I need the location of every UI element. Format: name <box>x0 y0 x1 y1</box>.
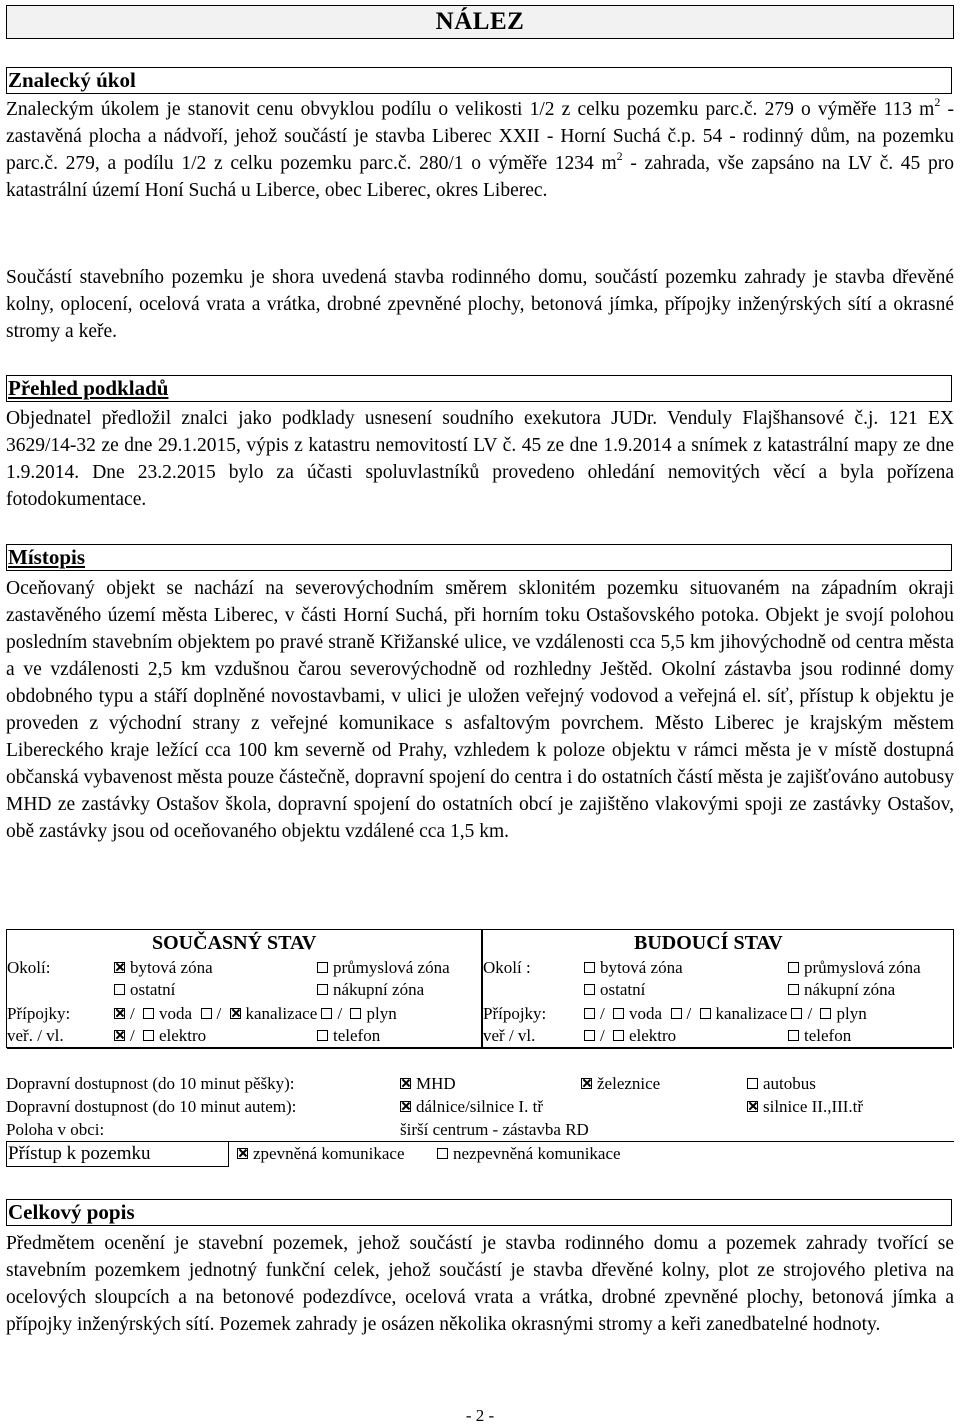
ukol-text-b: - zastavěná plocha a nádvoří, jehož součástí je stavba Liberec XXII - Horní Suchá č.p. 54 - rodinný dům, na pozemku parc.č. 279, a podílu 1/2 z celku pozemku parc.č. 280/1 o výměře 1234 m <box>6 99 955 174</box>
okoli-bytova <box>114 958 213 978</box>
slash: / <box>216 1004 222 1023</box>
option-label: ostatní <box>600 980 646 999</box>
soucasny-stav-title: SOUČASNÝ STAV <box>152 932 317 954</box>
option-label: kanalizace <box>245 1004 318 1023</box>
silnice-option <box>747 1097 863 1117</box>
okoli-nakupni-right <box>788 980 895 1000</box>
checkbox-icon <box>143 1008 154 1019</box>
option-label: průmyslová zóna <box>333 958 450 977</box>
budouci-stav-title: BUDOUCÍ STAV <box>634 932 783 954</box>
option-label: elektro <box>158 1026 207 1045</box>
slash: / <box>130 1026 135 1045</box>
slash: / <box>600 1004 605 1023</box>
option-label: nákupní zóna <box>333 980 425 999</box>
checkbox-icon <box>788 984 799 995</box>
slash: / <box>807 1004 813 1023</box>
option-label: bytová zóna <box>130 958 213 977</box>
option-label: plyn <box>836 1004 867 1023</box>
slash: / <box>337 1004 343 1023</box>
option-label: plyn <box>366 1004 397 1023</box>
checked-checkbox-icon <box>114 962 125 973</box>
option-label: autobus <box>763 1074 816 1093</box>
doprava-pesky-label: Dopravní dostupnost (do 10 minut pěšky): <box>6 1074 295 1093</box>
okoli-label: Okolí: <box>7 958 51 977</box>
slash: / <box>130 1004 135 1023</box>
page-number: - 2 - <box>465 1406 495 1425</box>
ukol-paragraph-2: Součástí stavebního pozemku je shora uvedená stavba rodinného domu, součástí pozemku zahrady je stavba dřevěné kolny, oplocení, ocelová vrata a vrátka, drobné zpevněné plochy, betonová jímka, přípojky inženýrských sítí a okrasné stromy a keře. <box>6 267 954 342</box>
option-label: ostatní <box>130 980 176 999</box>
checkbox-icon <box>317 962 328 973</box>
option-label: nezpevněná komunikace <box>453 1144 621 1163</box>
option-label: bytová zóna <box>600 958 683 977</box>
slash: / <box>686 1004 692 1023</box>
option-label: nákupní zóna <box>804 980 896 999</box>
ukol-text-c: - zahrada, vše zapsáno na LV č. 45 pro katastrální území Honí Suchá u Liberce, obec Liberec, okres Liberec. <box>6 153 954 201</box>
telefon-option-right <box>788 1026 851 1046</box>
checked-checkbox-icon <box>114 1008 125 1019</box>
checkbox-icon <box>317 984 328 995</box>
checkbox-icon <box>584 984 595 995</box>
checkbox-icon <box>584 1008 595 1019</box>
okoli-bytova-right <box>584 958 683 978</box>
nezpevnena-option <box>437 1144 621 1164</box>
option-label: kanalizace <box>715 1004 788 1023</box>
option-label: dálnice/silnice I. tř <box>416 1097 543 1116</box>
pripojky-row-right <box>584 1004 867 1024</box>
zpevnena-option <box>237 1144 405 1164</box>
option-label: průmyslová zóna <box>804 958 921 977</box>
checkbox-icon <box>788 962 799 973</box>
checked-checkbox-icon <box>747 1101 758 1112</box>
option-label: telefon <box>804 1026 852 1045</box>
superscript: 2 <box>934 94 941 109</box>
doprava-autem-label: Dopravní dostupnost (do 10 minut autem): <box>6 1097 297 1116</box>
pristup-label: Přístup k pozemku <box>6 1141 229 1167</box>
option-label: voda <box>628 1004 663 1023</box>
option-label: silnice II.,III.tř <box>763 1097 864 1116</box>
elektro-row-right <box>584 1026 676 1046</box>
option-label: voda <box>158 1004 193 1023</box>
ukol-paragraph-1 <box>6 96 954 204</box>
okoli-ostatni-right <box>584 980 645 1000</box>
section-heading-mistopis: Místopis <box>6 544 952 571</box>
option-label: železnice <box>597 1074 661 1093</box>
elektro-row <box>114 1026 206 1046</box>
slash: / <box>600 1026 605 1045</box>
pripojky-label-right: Přípojky: <box>483 1004 547 1023</box>
checked-checkbox-icon <box>230 1008 241 1019</box>
checkbox-icon <box>114 984 125 995</box>
mhd-option <box>400 1074 456 1094</box>
option-label: zpevněná komunikace <box>253 1144 405 1163</box>
okoli-label-right: Okolí : <box>483 958 531 977</box>
dalnice-option <box>400 1097 543 1117</box>
checkbox-icon <box>321 1008 332 1019</box>
checkbox-icon <box>791 1008 802 1019</box>
checkbox-icon <box>201 1008 212 1019</box>
checked-checkbox-icon <box>581 1078 592 1089</box>
checkbox-icon <box>613 1030 624 1041</box>
pripojky-label: Přípojky: <box>7 1004 71 1023</box>
zeleznice-option <box>581 1074 660 1094</box>
page-title: NÁLEZ <box>435 8 525 35</box>
option-label: elektro <box>628 1026 677 1045</box>
checkbox-icon <box>317 1030 328 1041</box>
checked-checkbox-icon <box>400 1101 411 1112</box>
checked-checkbox-icon <box>114 1030 125 1041</box>
poloha-label: Poloha v obci: <box>6 1120 105 1139</box>
ver-label-right: veř / vl. <box>483 1026 536 1045</box>
telefon-option <box>317 1026 380 1046</box>
section-heading-podklady: Přehled podkladů <box>6 375 952 402</box>
mistopis-paragraph: Oceňovaný objekt se nachází na severovýchodním směrem sklonitém pozemku situovaném na západním okraji zastavěného území města Liberec, v části Horní Suchá, při horním toku Ostašovského potoka. Objekt je svojí polohou posledním stavebním objektem po pravé straně Křižanské ulice, ve vzdálenosti cca 5,5 km jihovýchodně od centra města a ve vzdálenosti 2,5 km vzdušnou čarou severovýchodně od rozhledny Ještěd. Okolní zástavba jsou rodinné domy obdobného typu a stáří doplněné novostavbami, v ulici je uložen veřejný vodovod a veřejná el. síť, přístup k objektu je proveden z východní strany z veřejné komunikace s asfaltovým povrchem. Město Liberec je krajským městem Libereckého kraje ležící cca 100 km severně od Prahy, vzhledem k poloze objektu v rámci města je v místě dostupná občanská vybavenost města pouze částečně, dopravní spojení do centra i do ostatních částí města je zajišťováno autobusy MHD ze zastávky Ostašov škola, dopravní spojení do ostatních obcí je zajištěno vlakovými spoji ze zastávky Ostašov, obě zastávky jsou od oceňovaného objektu vzdálené cca 1,5 km. <box>6 578 954 842</box>
okoli-prumyslova-right <box>788 958 921 978</box>
ver-label: veř. / vl. <box>7 1026 64 1045</box>
option-label: MHD <box>416 1074 456 1093</box>
checkbox-icon <box>671 1008 682 1019</box>
section-heading-ukol: Znalecký úkol <box>6 67 952 94</box>
okoli-ostatni <box>114 980 175 1000</box>
checkbox-icon <box>584 1030 595 1041</box>
checkbox-icon <box>747 1078 758 1089</box>
checked-checkbox-icon <box>237 1148 248 1159</box>
option-label: telefon <box>333 1026 381 1045</box>
table-bottom-border <box>7 1047 952 1049</box>
checkbox-icon <box>700 1008 711 1019</box>
checkbox-icon <box>788 1030 799 1041</box>
checkbox-icon <box>350 1008 361 1019</box>
checkbox-icon <box>143 1030 154 1041</box>
checkbox-icon <box>820 1008 831 1019</box>
title-box <box>6 5 954 39</box>
superscript: 2 <box>616 148 623 163</box>
checkbox-icon <box>613 1008 624 1019</box>
autobus-option <box>747 1074 816 1094</box>
stav-table <box>6 929 954 1048</box>
popis-paragraph: Předmětem ocenění je stavební pozemek, jehož součástí je stavba rodinného domu a pozemek zahrady tvořící se stavebním pozemkem jednotný funkční celek, jehož součástí je stavba dřevěné kolny, plot ze strojového pletiva na ocelových sloupcích a na betonové podezdívce, ocelová vrata a vrátka, drobné zpevněné plochy, betonová jímka a přípojky inženýrských sítí. Pozemek zahrady je osázen několika okrasnými stromy a keři zanedbatelné hodnoty. <box>6 1233 954 1335</box>
pripojky-row <box>114 1004 397 1024</box>
ukol-text-a: Znaleckým úkolem je stanovit cenu obvyklou podílu o velikosti 1/2 z celku pozemku parc.č. 279 o výměře 113 m <box>6 99 935 120</box>
checkbox-icon <box>584 962 595 973</box>
podklady-paragraph: Objednatel předložil znalci jako podklady usnesení soudního exekutora JUDr. Venduly Flajšhansové č.j. 121 EX 3629/14-32 ze dne 29.1.2015, výpis z katastru nemovitostí LV č. 45 ze dne 1.9.2014 a snímek z katastrální mapy ze dne 1.9.2014. Dne 23.2.2015 bylo za účasti spoluvlastníků provedeno ohledání nemovitých věcí a byla pořízena fotodokumentace. <box>6 408 954 510</box>
checkbox-icon <box>437 1148 448 1159</box>
section-heading-popis: Celkový popis <box>6 1199 952 1226</box>
poloha-value: širší centrum - zástavba RD <box>400 1120 589 1139</box>
okoli-nakupni <box>317 980 424 1000</box>
checked-checkbox-icon <box>400 1078 411 1089</box>
okoli-prumyslova <box>317 958 450 978</box>
